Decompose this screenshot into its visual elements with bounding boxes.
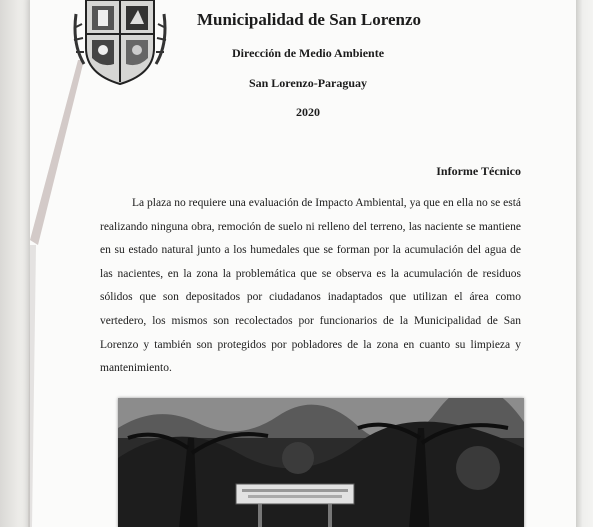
municipality-title: Municipalidad de San Lorenzo (196, 10, 422, 29)
year-line: 2020 (296, 105, 320, 119)
location-line: San Lorenzo-Paraguay (248, 76, 368, 90)
report-heading: Informe Técnico (436, 164, 521, 178)
department-name: Dirección de Medio Ambiente (231, 46, 385, 60)
site-photo (118, 398, 524, 527)
page-edge (576, 0, 593, 527)
report-paragraph: La plaza no requiere una evaluación de Impacto Ambiental, ya que en ella no se está realizando ninguna obra, remoción de suelo ni relleno del terreno, las naciente se mantiene en su estado natural junto a los humedales que se forman por la acumulación del agua de las nacientes, en la zona la problemática que se observa es la acumulación de residuos sólidos que son depositados por ciudadanos inadaptados que utilizan el área como vertedero, los mismos son recolectados por funcionarios de la Municipalidad de San Lorenzo y también son protegidos por pobladores de la zona en cuanto su limpieza y mantenimiento. (100, 197, 521, 375)
municipal-crest-icon (72, 0, 168, 86)
